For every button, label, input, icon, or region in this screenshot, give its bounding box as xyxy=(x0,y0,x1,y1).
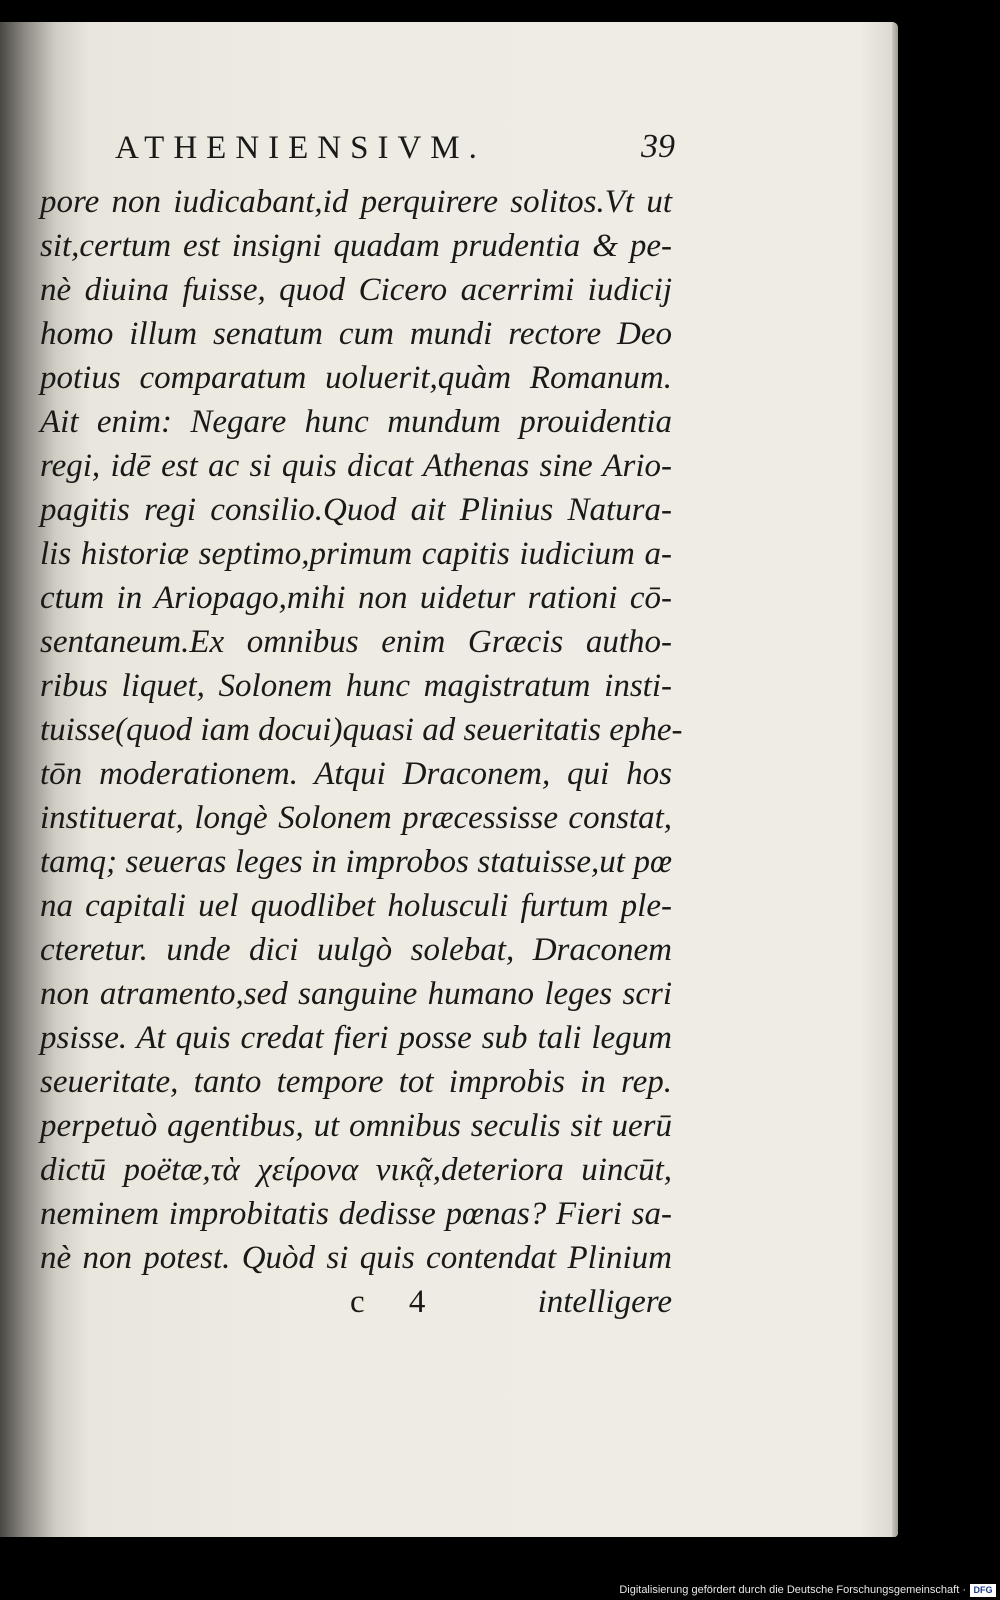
text-line: neminem improbitatis dedisse pœnas? Fieri sa- xyxy=(40,1196,672,1232)
text-line: Ait enim: Negare hunc mundum prouidentia xyxy=(40,404,672,440)
running-head xyxy=(115,130,675,170)
text-line: potius comparatum uoluerit,quàm Romanum. xyxy=(40,360,672,396)
text-line: ctum in Ariopago,mihi non uidetur rationi cō- xyxy=(40,580,672,616)
text-line: lis historiæ septimo,primum capitis iudicium a- xyxy=(40,536,672,572)
text-line: cteretur. unde dici uulgò solebat, Draconem xyxy=(40,932,672,968)
text-line: sentaneum.Ex omnibus enim Græcis autho- xyxy=(40,624,672,660)
text-line: sit,certum est insigni quadam prudentia & pe- xyxy=(40,228,672,264)
text-line: dictū poëtæ,τὰ χείρονα νικᾷ,deteriora uincūt, xyxy=(40,1152,672,1188)
text-line: pore non iudicabant,id perquirere solitos.Vt ut xyxy=(40,184,672,220)
text-line: na capitali uel quodlibet holusculi furtum ple- xyxy=(40,888,672,924)
text-line: tuisse(quod iam docui)quasi ad seueritatis ephe- xyxy=(40,712,683,748)
text-line: pagitis regi consilio.Quod ait Plinius Natura- xyxy=(40,492,672,528)
page-footer xyxy=(40,1284,672,1328)
text-line: non atramento,sed sanguine humano leges scri xyxy=(40,976,672,1012)
text-line: ribus liquet, Solonem hunc magistratum insti- xyxy=(40,668,672,704)
page-number: 39 xyxy=(641,128,675,165)
text-line: nè non potest. Quòd si quis contendat Plinium xyxy=(40,1240,672,1276)
signature-mark: c 4 xyxy=(350,1284,444,1320)
funding-credit: Digitalisierung gefördert durch die Deutsche Forschungsgemeinschaft · xyxy=(619,1584,966,1596)
text-line: seueritate, tanto tempore tot improbis in rep. xyxy=(40,1064,672,1100)
body-text xyxy=(40,180,683,1280)
text-line: homo illum senatum cum mundi rectore Deo xyxy=(40,316,672,352)
text-line: tōn moderationem. Atqui Draconem, qui hos xyxy=(40,756,672,792)
page-edge xyxy=(892,22,898,1537)
running-head-title: ATHENIENSIVM. xyxy=(115,130,486,166)
dfg-logo-icon: DFG xyxy=(970,1584,996,1597)
text-line: perpetuò agentibus, ut omnibus seculis sit uerū xyxy=(40,1108,672,1144)
text-line: tamq; seueras leges in improbos statuisse,ut pœ xyxy=(40,844,672,880)
text-line: nè diuina fuisse, quod Cicero acerrimi iudicij xyxy=(40,272,672,308)
text-line: instituerat, longè Solonem præcessisse constat, xyxy=(40,800,672,836)
credit-bar xyxy=(0,1582,1000,1600)
text-line: psisse. At quis credat fieri posse sub tali legum xyxy=(40,1020,672,1056)
book-page xyxy=(0,22,898,1537)
text-line: regi, idē est ac si quis dicat Athenas sine Ario- xyxy=(40,448,672,484)
catchword: intelligere xyxy=(537,1284,672,1320)
